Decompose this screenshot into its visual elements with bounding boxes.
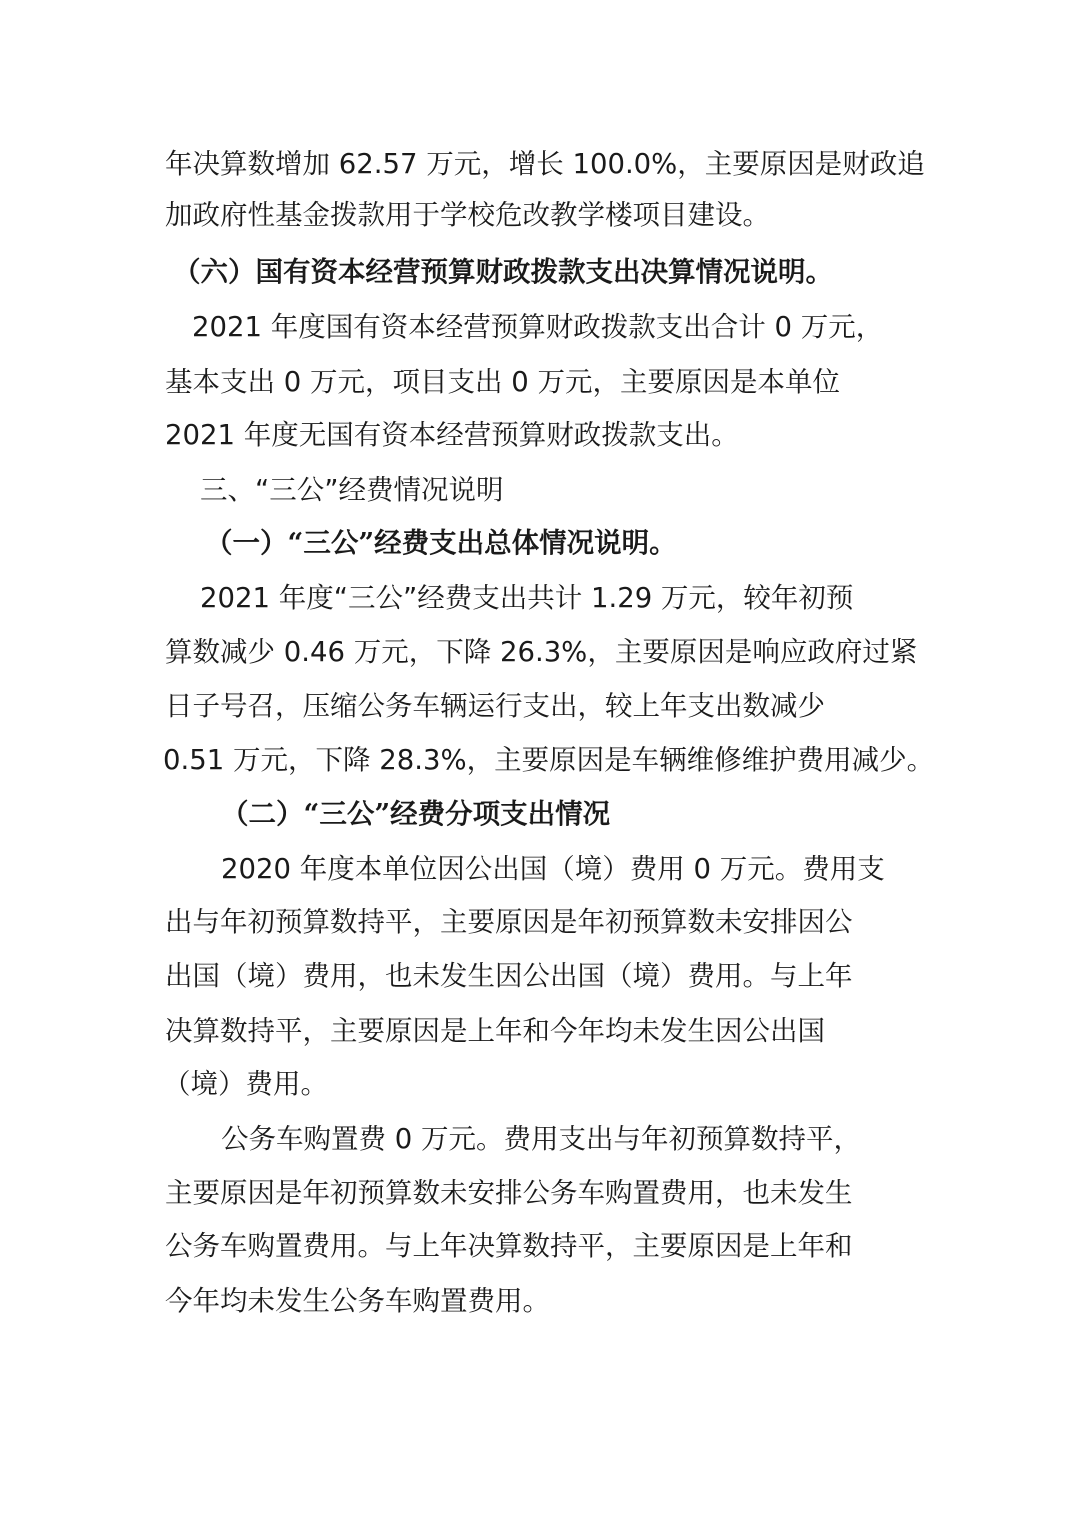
text-line: 2020 年度本单位因公出国（境）费用 0 万元。费用支 xyxy=(221,853,885,885)
text-line: 出与年初预算数持平，主要原因是年初预算数未安排因公 xyxy=(165,906,853,938)
text-line: 基本支出 0 万元，项目支出 0 万元，主要原因是本单位 xyxy=(165,366,840,398)
text-line: 公务车购置费 0 万元。费用支出与年初预算数持平， xyxy=(221,1123,861,1155)
text-line: 2021 年度无国有资本经营预算财政拨款支出。 xyxy=(165,419,739,451)
section-heading: （一）“三公”经费支出总体情况说明。 xyxy=(205,527,677,559)
text-line: 加政府性基金拨款用于学校危改教学楼项目建设。 xyxy=(165,199,770,231)
text-line: 决算数持平，主要原因是上年和今年均未发生因公出国 xyxy=(165,1015,825,1047)
section-heading: （六）国有资本经营预算财政拨款支出决算情况说明。 xyxy=(173,256,833,288)
section-heading: （二）“三公”经费分项支出情况 xyxy=(221,798,611,830)
text-line: 日子号召，压缩公务车辆运行支出，较上年支出数减少 xyxy=(165,690,825,722)
text-line: 公务车购置费用。与上年决算数持平，主要原因是上年和 xyxy=(165,1230,853,1262)
text-line: 出国（境）费用，也未发生因公出国（境）费用。与上年 xyxy=(165,960,853,992)
text-line: 算数减少 0.46 万元，下降 26.3%，主要原因是响应政府过紧 xyxy=(165,636,918,668)
section-heading: 三、“三公”经费情况说明 xyxy=(200,474,504,506)
text-line: 主要原因是年初预算数未安排公务车购置费用，也未发生 xyxy=(165,1177,853,1209)
text-line: 2021 年度国有资本经营预算财政拨款支出合计 0 万元， xyxy=(192,311,884,343)
text-line: （境）费用。 xyxy=(163,1068,328,1100)
text-line: 年决算数增加 62.57 万元，增长 100.0%，主要原因是财政追 xyxy=(165,148,925,180)
text-line: 0.51 万元，下降 28.3%，主要原因是车辆维修维护费用减少。 xyxy=(163,744,935,776)
text-line: 2021 年度“三公”经费支出共计 1.29 万元，较年初预 xyxy=(200,582,854,614)
text-line: 今年均未发生公务车购置费用。 xyxy=(165,1285,550,1317)
